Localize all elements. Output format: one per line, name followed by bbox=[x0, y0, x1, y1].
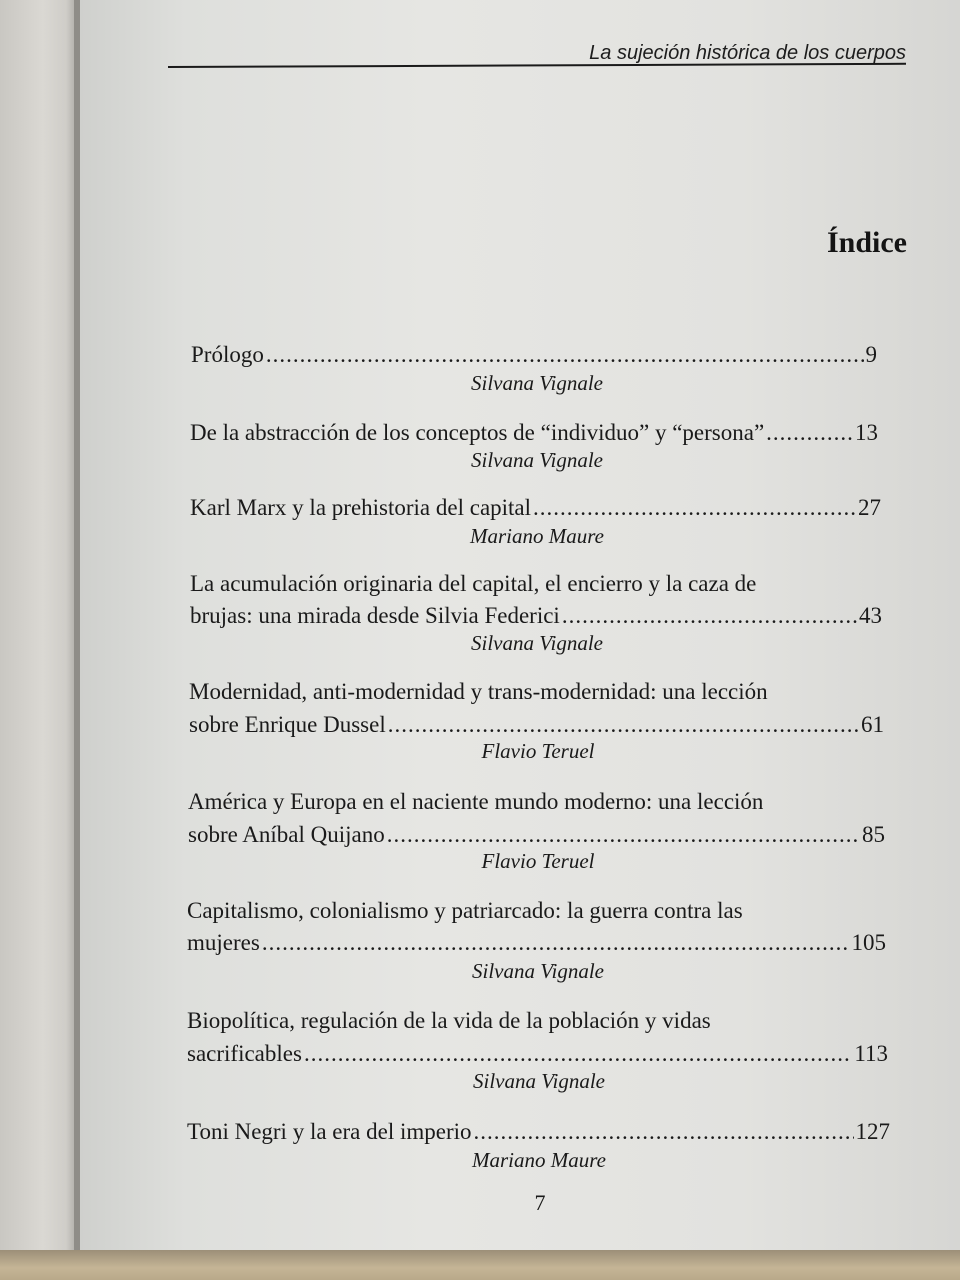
toc-entry-title-row bbox=[188, 820, 885, 850]
index-title: Índice bbox=[826, 226, 907, 259]
dot-leader bbox=[533, 493, 856, 523]
dot-leader bbox=[262, 928, 850, 958]
dot-leader bbox=[304, 1039, 852, 1069]
toc-entry-page: 43 bbox=[859, 603, 882, 628]
left-page-edge bbox=[0, 0, 78, 1250]
toc-entry-page: 27 bbox=[858, 495, 881, 520]
table-surface bbox=[0, 1250, 960, 1280]
toc-entry-title: De la abstracción de los conceptos de “individuo” y “persona” bbox=[190, 420, 765, 445]
toc-entry-title-line: La acumulación originaria del capital, el encierro y la caza de bbox=[190, 571, 757, 596]
toc-entry-title-row bbox=[187, 1117, 890, 1147]
toc-entry-page: 105 bbox=[851, 930, 886, 955]
toc-entry-author: Mariano Maure bbox=[470, 524, 604, 548]
toc-entry-page: 13 bbox=[855, 420, 878, 445]
toc-entry-title: Toni Negri y la era del imperio bbox=[187, 1119, 472, 1144]
toc-entry-author: Silvana Vignale bbox=[471, 631, 603, 655]
toc-entry-title-line: América y Europa en el naciente mundo moderno: una lección bbox=[188, 789, 764, 814]
dot-leader bbox=[766, 418, 853, 448]
dot-leader bbox=[388, 710, 859, 740]
toc-entry-title: brujas: una mirada desde Silvia Federici bbox=[190, 603, 560, 628]
toc-entry-author: Silvana Vignale bbox=[471, 371, 603, 395]
toc-entry-page: 127 bbox=[855, 1119, 890, 1144]
toc-entry-title-line: Modernidad, anti-modernidad y trans-modernidad: una lección bbox=[189, 679, 768, 704]
toc-entry-title: Prólogo bbox=[191, 342, 264, 367]
toc-entry-title-row bbox=[189, 710, 884, 740]
toc-entry-page: 113 bbox=[854, 1041, 888, 1066]
toc-entry-title-line: Capitalismo, colonialismo y patriarcado: la guerra contra las bbox=[187, 898, 743, 923]
toc-entry-author: Silvana Vignale bbox=[471, 448, 603, 472]
toc-entry-author: Silvana Vignale bbox=[473, 1069, 605, 1093]
dot-leader bbox=[266, 340, 864, 370]
toc-entry-author: Silvana Vignale bbox=[472, 959, 604, 983]
toc-entry-title-row bbox=[187, 928, 886, 958]
dot-leader bbox=[562, 601, 857, 631]
toc-entry-title: sacrificables bbox=[187, 1041, 302, 1066]
toc-entry-title: Karl Marx y la prehistoria del capital bbox=[190, 495, 532, 520]
toc-entry-title-row bbox=[190, 493, 881, 523]
toc-entry-title-row bbox=[190, 601, 882, 631]
toc-entry-title: sobre Aníbal Quijano bbox=[188, 822, 385, 847]
toc-entry-author: Flavio Teruel bbox=[481, 849, 595, 873]
book-gutter bbox=[74, 0, 80, 1250]
dot-leader bbox=[387, 820, 860, 850]
toc-entry-title-row bbox=[191, 340, 877, 370]
toc-entry-title-row bbox=[190, 418, 878, 448]
toc-entry-title: sobre Enrique Dussel bbox=[189, 712, 386, 737]
running-head: La sujeción histórica de los cuerpos bbox=[589, 42, 906, 64]
toc-entry-page: 61 bbox=[861, 712, 884, 737]
page-number: 7 bbox=[534, 1190, 546, 1215]
toc-entry-author: Mariano Maure bbox=[472, 1148, 606, 1172]
toc-entry-title-line: Biopolítica, regulación de la vida de la población y vidas bbox=[187, 1008, 711, 1033]
toc-entry-title-row bbox=[187, 1039, 888, 1069]
toc-entry-title: mujeres bbox=[187, 930, 260, 955]
toc-entry-author: Flavio Teruel bbox=[481, 739, 595, 763]
toc-entry-page: 9 bbox=[865, 342, 877, 367]
toc-entry-page: 85 bbox=[862, 822, 885, 847]
dot-leader bbox=[474, 1117, 854, 1147]
